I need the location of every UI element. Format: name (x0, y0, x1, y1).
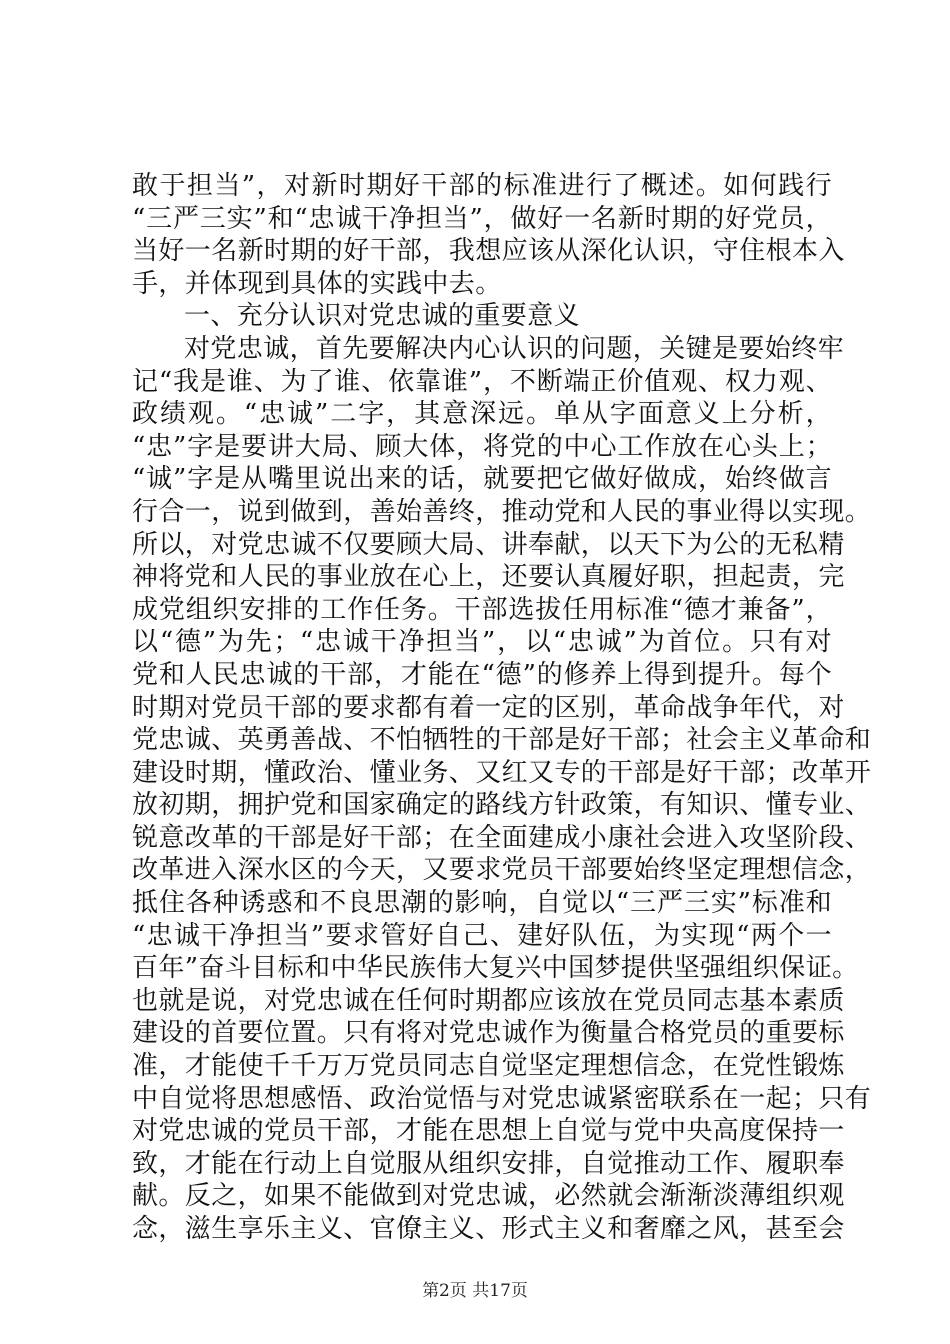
text-line: 神将党和人民的事业放在心上，还要认真履好职，担起责，完 (132, 562, 845, 593)
text-line: 对党忠诚的党员干部，才能在思想上自觉与党中央高度保持一 (132, 1116, 845, 1147)
text-line: 献。反之，如果不能做到对党忠诚，必然就会渐渐淡薄组织观 (132, 1181, 845, 1212)
text-line: 手，并体现到具体的实践中去。 (132, 268, 502, 299)
text-line: 以“德”为先；“忠诚干净担当”，以“忠诚”为首位。只有对 (132, 627, 832, 658)
text-line: 准，才能使千千万万党员同志自觉坚定理想信念，在党性锻炼 (132, 1051, 845, 1082)
text-line: 建设时期，懂政治、懂业务、又红又专的干部是好干部；改革开 (132, 757, 872, 788)
text-line: 致，才能在行动上自觉服从组织安排，自觉推动工作、履职奉 (132, 1148, 845, 1179)
text-line: “诚”字是从嘴里说出来的话，就要把它做好做成，始终做言 (132, 464, 832, 495)
text-line: “忠”字是要讲大局、顾大体，将党的中心工作放在心头上； (132, 431, 832, 462)
text-line: 也就是说，对党忠诚在任何时期都应该放在党员同志基本素质 (132, 985, 845, 1016)
text-line: 时期对党员干部的要求都有着一定的区别，革命战争年代，对 (132, 692, 845, 723)
page-number-footer: 第2页 共17页 (422, 1281, 528, 1301)
text-line: 记“我是谁、为了谁、依靠谁”，不断端正价值观、权力观、 (132, 366, 832, 397)
section-heading: 一、充分认识对党忠诚的重要意义 (184, 301, 581, 332)
text-line: 政绩观。“忠诚”二字，其意深远。单从字面意义上分析， (132, 399, 832, 430)
text-line: 敢于担当”，对新时期好干部的标准进行了概述。如何践行 (132, 171, 832, 201)
text-line: 党和人民忠诚的干部，才能在“德”的修养上得到提升。每个 (132, 659, 832, 690)
text-line: 改革进入深水区的今天，又要求党员干部要始终坚定理想信念， (132, 855, 872, 886)
text-line: 建设的首要位置。只有将对党忠诚作为衡量合格党员的重要标 (132, 1018, 845, 1049)
text-line: 成党组织安排的工作任务。干部选拔任用标准“德才兼备”， (132, 594, 832, 625)
text-line: 党忠诚、英勇善战、不怕牺牲的干部是好干部；社会主义革命和 (132, 725, 872, 756)
text-line: 当好一名新时期的好干部，我想应该从深化认识，守住根本入 (132, 236, 845, 267)
text-line: 锐意改革的干部是好干部；在全面建成小康社会进入攻坚阶段、 (132, 822, 872, 853)
text-line: 抵住各种诱惑和不良思潮的影响，自觉以“三严三实”标准和 (132, 888, 832, 919)
text-line: “忠诚干净担当”要求管好自己、建好队伍，为实现“两个一 (132, 920, 832, 951)
text-line: 百年”奋斗目标和中华民族伟大复兴中国梦提供坚强组织保证。 (132, 953, 859, 984)
text-line: 对党忠诚，首先要解决内心认识的问题，关键是要始终牢 (184, 333, 845, 364)
document-body (132, 170, 872, 1246)
text-line: 念，滋生享乐主义、官僚主义、形式主义和奢靡之风，甚至会 (132, 1214, 845, 1244)
text-line: “三严三实”和“忠诚干净担当”，做好一名新时期的好党员， (132, 203, 832, 234)
text-line: 中自觉将思想感悟、政治觉悟与对党忠诚紧密联系在一起；只有 (132, 1083, 872, 1114)
text-line: 放初期，拥护党和国家确定的路线方针政策，有知识、懂专业、 (132, 790, 872, 821)
text-line: 所以，对党忠诚不仅要顾大局、讲奉献，以天下为公的无私精 (132, 529, 845, 560)
text-line: 行合一，说到做到，善始善终，推动党和人民的事业得以实现。 (132, 496, 872, 527)
